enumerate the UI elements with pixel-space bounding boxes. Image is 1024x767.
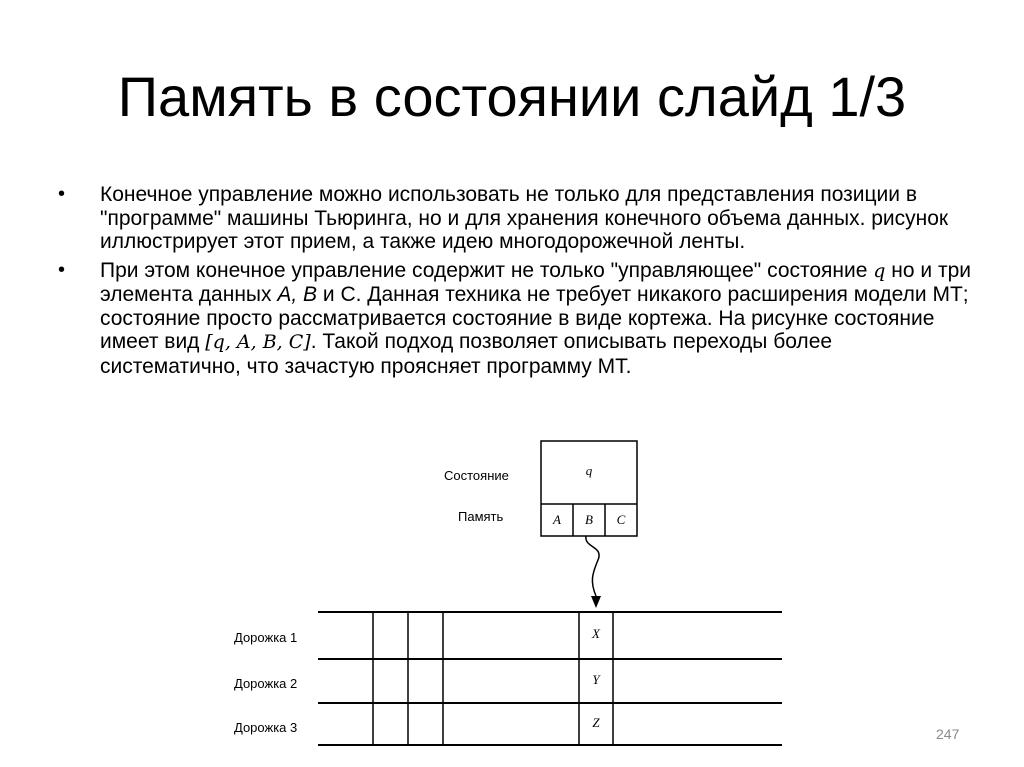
bullet-text-2d: . Такой подход позволяет описывать переходы более систематично, что зачастую проясняет программу МТ. [100, 330, 833, 378]
state-symbol-q: q [585, 463, 593, 478]
memory-cell-b: B [585, 512, 593, 527]
bullet-text-2c: и С. Данная техника не требует никакого расширения модели МТ; состояние просто рассматривается состояние в виде кортежа. На рисунке состояние имеет вид [100, 283, 969, 353]
track-label-1: Дорожка 1 [234, 630, 298, 645]
bullet-text-1: Конечное управление можно использовать не только для представления позиции в "программе" машины Тьюринга, но и для хранения конечного объема данных. рисунок иллюстрирует этот прием, а также идею многодорожечной ленты. [100, 183, 949, 253]
track-label-2: Дорожка 2 [234, 676, 298, 691]
state-tuple: [q, A, B, C] [205, 331, 311, 353]
head-arrow-icon [591, 596, 601, 608]
slide-title: Память в состоянии слайд 1/3 [117, 65, 907, 128]
track-symbol-y: Y [592, 672, 600, 687]
bullet-text-2b: но и три элемента данных [100, 258, 971, 306]
bullet-text-2a: При этом конечное управление содержит не только "управляющее" состояние [100, 258, 874, 282]
memory-cell-a: A [553, 512, 561, 527]
bullet-marker: • [58, 183, 66, 205]
memory-cell-c: C [616, 512, 626, 527]
memory-label: Память [458, 509, 504, 524]
page-number: 247 [936, 726, 960, 742]
track-label-3: Дорожка 3 [234, 720, 298, 735]
variable-q: q [873, 259, 886, 282]
variables-abc: A, B [277, 283, 318, 306]
track-symbol-z: Z [592, 715, 600, 730]
state-label: Состояние [444, 468, 509, 483]
bullet-marker: • [58, 258, 66, 281]
track-symbol-x: X [592, 626, 600, 641]
head-connector [586, 536, 599, 596]
